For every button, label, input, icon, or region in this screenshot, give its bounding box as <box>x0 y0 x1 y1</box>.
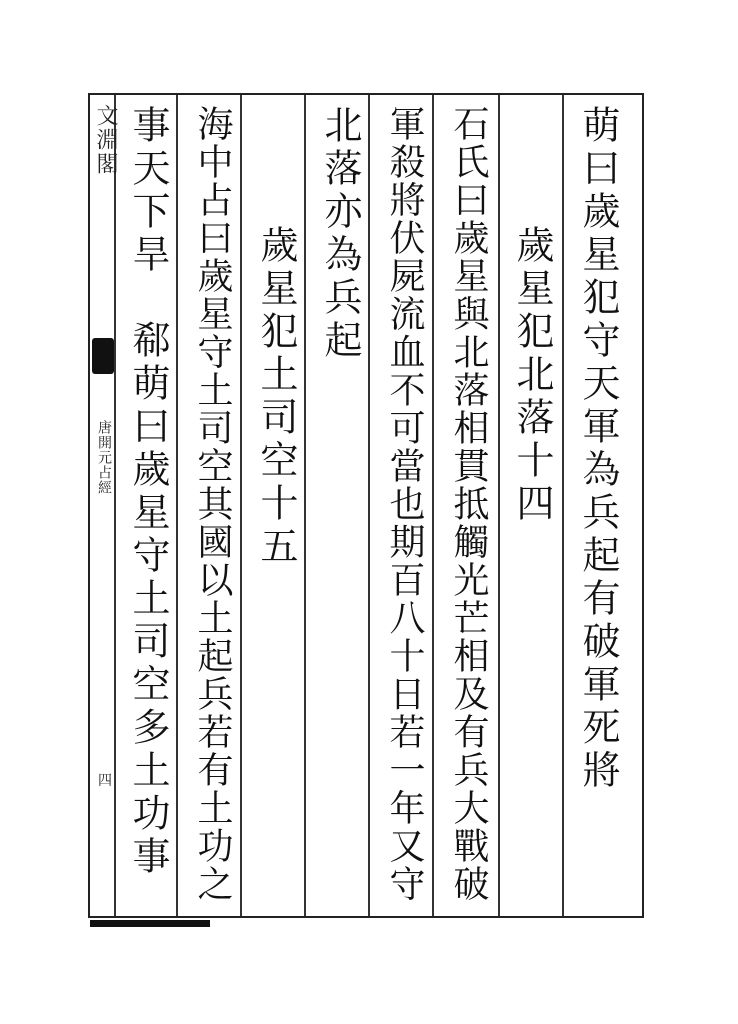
column-rule <box>498 95 500 916</box>
column-rule <box>240 95 242 916</box>
text-column-1: 萌曰歲星犯守天軍為兵起有破軍死將 <box>576 105 620 793</box>
frame-left-border <box>88 93 90 918</box>
column-rule <box>176 95 178 916</box>
margin-book-title: 唐開元占經 <box>96 420 112 495</box>
text-column-4: 軍殺將伏屍流血不可當也期百八十日若一年又守 <box>384 105 425 903</box>
column-rule <box>562 95 564 916</box>
margin-fishtail-mark <box>92 338 114 374</box>
column-rule <box>304 95 306 916</box>
frame-bottom-border <box>88 916 644 918</box>
margin-collection-title: 文淵閣 <box>93 104 118 176</box>
folio-number: 四 <box>98 773 112 789</box>
text-column-6: 歲星犯土司空十五 <box>254 225 298 569</box>
text-column-8: 事天下旱 郗萌曰歲星守土司空多土功事 <box>126 105 170 879</box>
column-rule <box>114 95 116 916</box>
text-column-3: 石氏曰歲星與北落相貫抵觸光芒相及有兵大戰破 <box>448 105 489 903</box>
text-column-2: 歲星犯北落十四 <box>510 225 554 526</box>
bottom-ink-bar <box>90 920 210 927</box>
text-column-7: 海中占曰歲星守土司空其國以土起兵若有土功之 <box>192 105 233 903</box>
frame-right-border <box>642 93 644 918</box>
text-column-5: 北落亦為兵起 <box>318 105 362 363</box>
column-rule <box>432 95 434 916</box>
frame-top-border <box>88 93 644 95</box>
column-rule <box>368 95 370 916</box>
